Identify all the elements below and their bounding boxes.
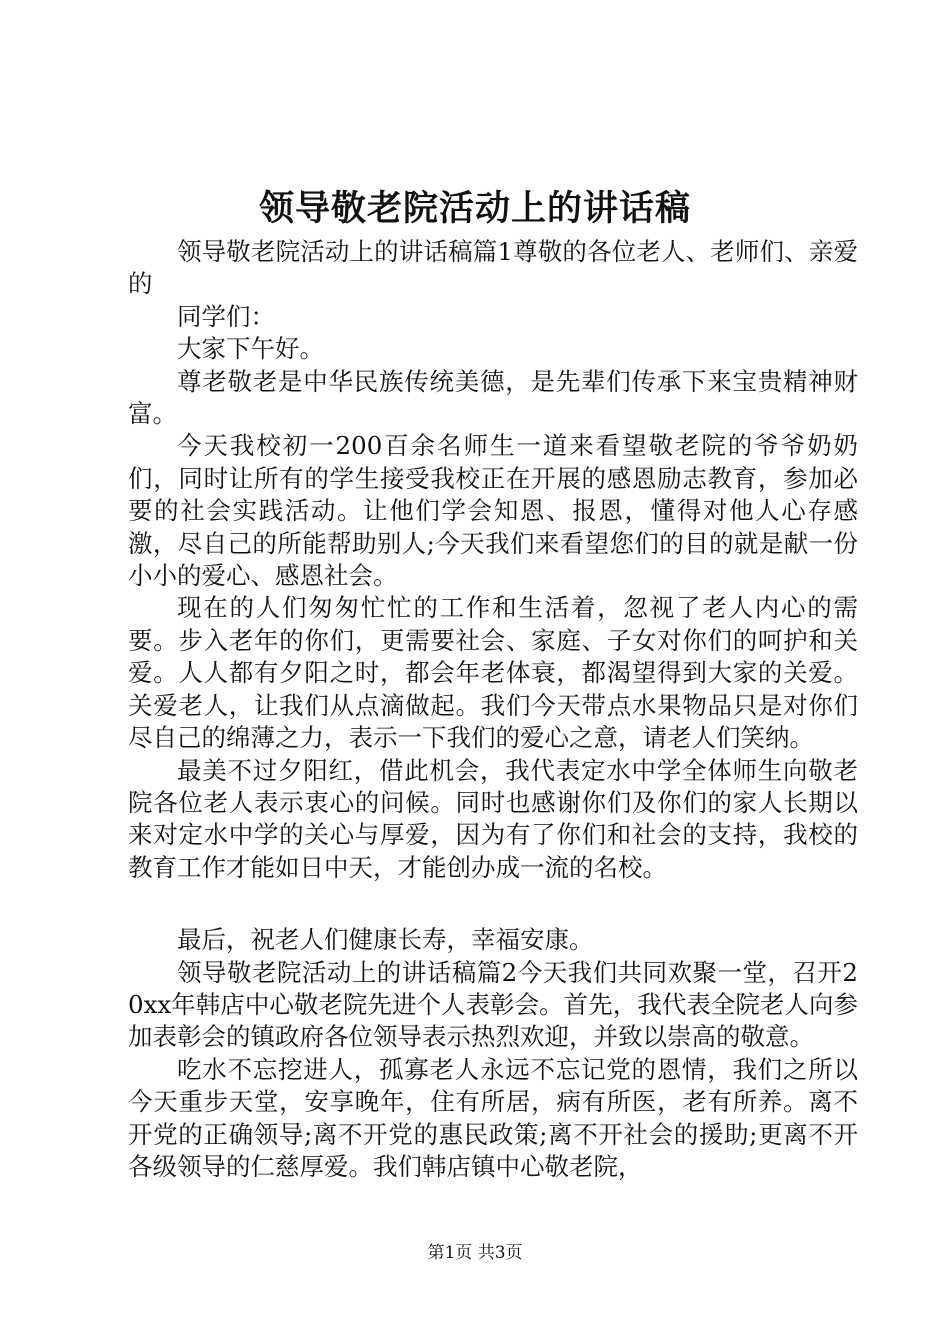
paragraph-care: 现在的人们匆匆忙忙的工作和生活着，忽视了老人内心的需要。步入老年的你们，更需要社会、家庭、子女对你们的呵护和关爱。人人都有夕阳之时，都会年老体衰，都渴望得到大家的关爱。关爱老人，让我们从点滴做起。我们今天带点水果物品只是对你们尽自己的绵薄之力，表示一下我们的爱心之意，请老人们笑纳。 xyxy=(128,593,858,753)
paragraph-virtue: 尊老敬老是中华民族传统美德，是先辈们传承下来宝贵精神财富。 xyxy=(128,366,858,429)
paragraph-salutation: 同学们： xyxy=(177,301,275,331)
paragraph-thanks: 最美不过夕阳红，借此机会，我代表定水中学全体师生向敬老院各位老人表示衷心的问候。同时也感谢你们及你们的家人长期以来对定水中学的关心与厚爱，因为有了你们和社会的支持，我校的教育工作才能如日中天，才能创办成一流的名校。 xyxy=(128,755,858,882)
paragraph-blessing: 最后，祝老人们健康长寿，幸福安康。 xyxy=(177,925,594,955)
paragraph-speech-two: 领导敬老院活动上的讲话稿篇2今天我们共同欢聚一堂，召开20xx年韩店中心敬老院先进个人表彰会。首先，我代表全院老人向参加表彰会的镇政府各位领导表示热烈欢迎，并致以崇高的敬意。 xyxy=(128,957,858,1052)
paragraph-visit: 今天我校初一200百余名师生一道来看望敬老院的爷爷奶奶们，同时让所有的学生接受我校正在开展的感恩励志教育，参加必要的社会实践活动。让他们学会知恩、报恩，懂得对他人心存感激，尽自己的所能帮助别人;今天我们来看望您们的目的就是献一份小小的爱心、感恩社会。 xyxy=(128,431,858,591)
paragraph-greeting: 领导敬老院活动上的讲话稿篇1尊敬的各位老人、老师们、亲爱的 xyxy=(128,237,858,299)
page-footer: 第1页 共3页 xyxy=(427,1243,523,1263)
document-title: 领导敬老院活动上的讲话稿 xyxy=(258,188,691,229)
paragraph-gratitude: 吃水不忘挖进人，孤寡老人永远不忘记党的恩情，我们之所以今天重步天堂，安享晚年，住有所居，病有所医，老有所养。离不开党的正确领导;离不开党的惠民政策;离不开社会的援助;更离不开各级领导的仁慈厚爱。我们韩店镇中心敬老院， xyxy=(128,1054,858,1181)
document-body xyxy=(128,236,858,1183)
paragraph-good-afternoon: 大家下午好。 xyxy=(177,334,324,364)
